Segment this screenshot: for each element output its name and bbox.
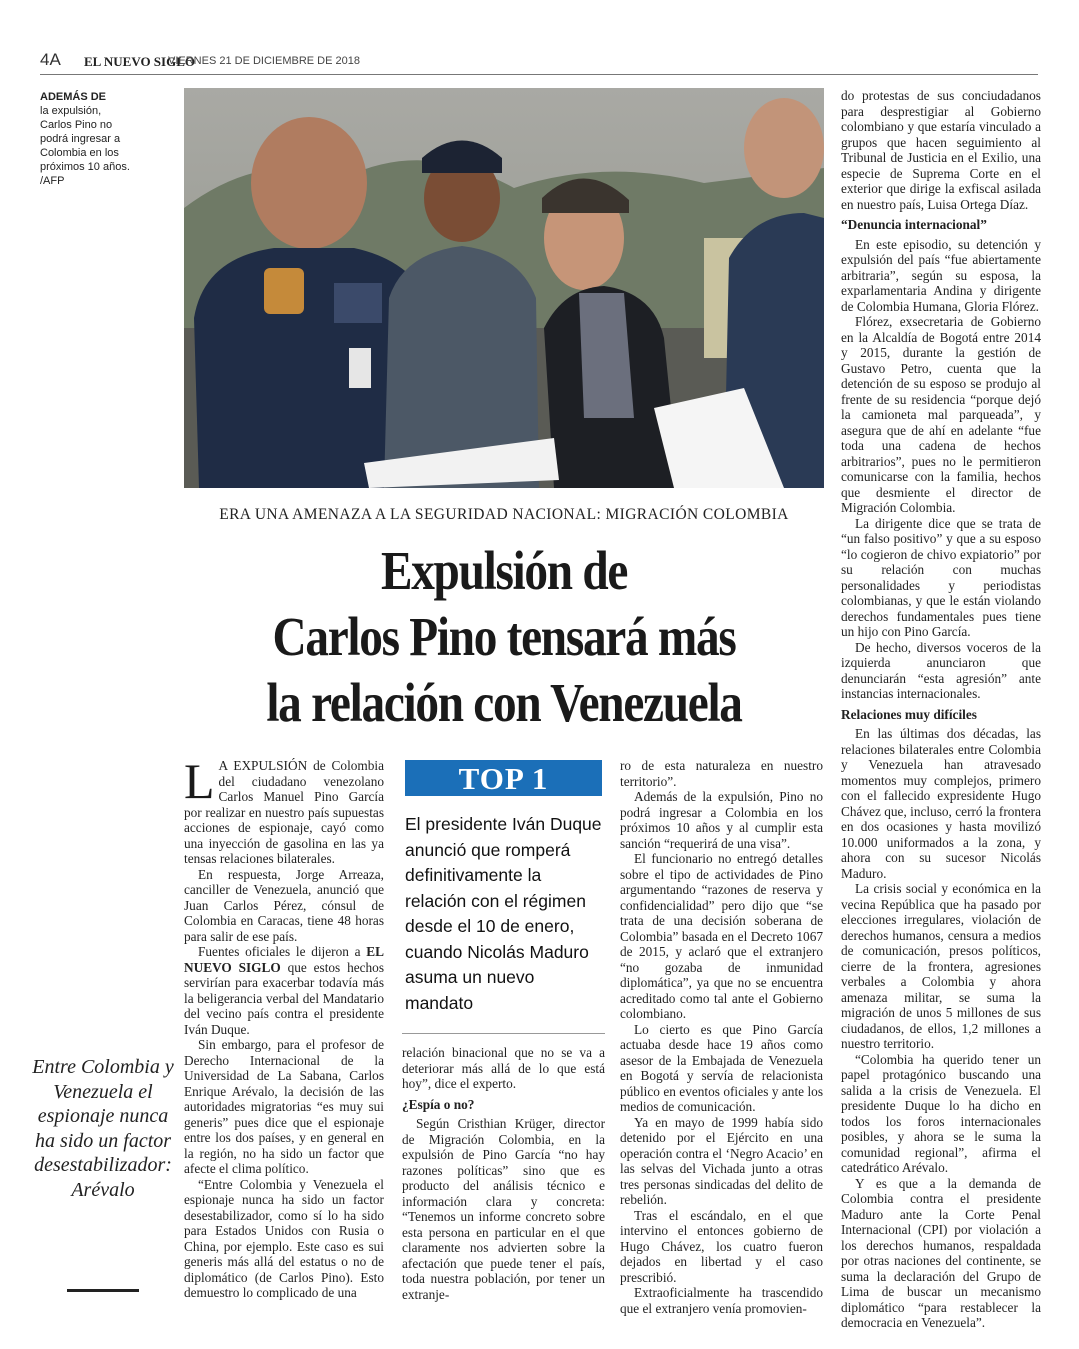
body-paragraph: Ya en mayo de 1999 había sido detenido por el Ejército en una operación contra el ‘Negro Acacio’ en las selvas del Vichada junto a otras tres personas sindicadas del delito de rebelión. (620, 1114, 823, 1207)
section-heading: Relaciones muy difíciles (841, 706, 977, 722)
paragraph-text: A EXPULSIÓN de Colombia del ciudadano venezolano Carlos Manuel Pino García por realizar en nuestro país supuestas acciones de espionaje, cayó como una inyección de gasolina en las ya tensas relaciones bilaterales. (184, 758, 384, 866)
news-photo (184, 88, 824, 488)
header-divider (40, 74, 1038, 75)
dateline: VIERNES 21 DE DICIEMBRE DE 2018 (168, 55, 360, 67)
article-column-1 (184, 753, 384, 1300)
article-column-2 (402, 1045, 605, 1302)
article-column-3 (620, 758, 823, 1316)
photo-caption (40, 90, 135, 188)
paragraph-text: Fuentes oficiales le dijeron a (198, 944, 367, 959)
headline-line-2: Carlos Pino tensará más (272, 606, 736, 667)
article-headline (229, 538, 779, 736)
body-paragraph: “Colombia ha querido tener un papel protagónico buscando una salida a la crisis de Venezuela. El presidente Duque lo ha dicho en todos los foros internacionales posibles, y ahora se le suma la comunidad regional”, afirma el catedrático Arévalo. (841, 1051, 1041, 1175)
paragraph-text: que estos hechos servirían para exacerbar todavía más la beligerancia verbal del Mandatario del vecino país contra el presidente Iván Duque. (184, 959, 384, 1037)
caption-lead: ADEMÁS DE (40, 91, 107, 103)
body-paragraph: “Entre Colombia y Venezuela el espionaje nunca ha sido un factor desestabilizador, como sí lo ha sido para Estados Unidos con Rusia o China, por ejemplo. Este caso es sui generis más allá del estatus o no de diplomático (de Carlos Pino). Esto demuestro lo complicado de una (184, 1176, 384, 1300)
section-heading: “Denuncia internacional” (841, 217, 987, 232)
body-paragraph: Flórez, exsecretaria de Gobierno en la Alcaldía de Bogotá entre 2014 y 2015, durante la gestión de Gustavo Petro, cuenta que la detención de su esposo se produjo al frente de su residencia “porque dejó la camioneta mal parqueada”, y asegura que de ahí en adelante “fue toda una cadena de hechos arbitrarios”, pues no le permitieron comunicarse con la familia, hechos que desmiente el director de Migración Colombia. (841, 314, 1041, 515)
body-paragraph: En este episodio, su detención y expulsión del país “fue abiertamente arbitraria”, según su esposa, la exparlamentaria Andina y dirigente de Colombia Humana, Gloria Flórez. (841, 236, 1041, 314)
body-paragraph (184, 944, 384, 1037)
body-paragraph: ro de esta naturaleza en nuestro territorio”. (620, 758, 823, 789)
body-paragraph: De hecho, diversos voceros de la izquierda anunciaron que denunciarán “esta agresión” ante instancias internacionales. (841, 639, 1041, 701)
article-kicker: ERA UNA AMENAZA A LA SEGURIDAD NACIONAL: MIGRACIÓN COLOMBIA (219, 506, 789, 523)
caption-text: la expulsión, Carlos Pino no podrá ingresar a Colombia en los próximos 10 años. /AFP (40, 105, 130, 187)
body-paragraph: relación binacional que no se va a deteriorar más allá de lo que está hoy”, dice el experto. (402, 1045, 605, 1091)
section-heading: ¿Espía o no? (402, 1096, 475, 1112)
body-paragraph: Sin embargo, para el profesor de Derecho Internacional de la Universidad de La Sabana, Carlos Enrique Arévalo, la decisión de las autoridades migratorias “es muy sui generis” pues dice que el espionaje entre los dos países, y en general en la región, no ha sido un factor que afecte el clima político. (184, 1037, 384, 1176)
body-paragraph: Además de la expulsión, Pino no podrá ingresar a Colombia en los próximos 10 años y al cumplir esta sanción “requerirá de una visa”. (620, 789, 823, 851)
body-paragraph: Tras el escándalo, en el que intervino el entonces gobierno de Hugo Chávez, los cuatro fueron dejados en libertad y el caso prescribió. (620, 1207, 823, 1285)
newspaper-mention: EL NUEVO SIGLO (184, 944, 384, 975)
headline-line-3: la relación con Venezuela (266, 672, 742, 733)
body-paragraph: En las últimas dos décadas, las relaciones bilaterales entre Colombia y Venezuela han atravesado momentos muy complejos, primero con el fallecido expresidente Hugo Chávez que, incluso, cerró la frontera en dos ocasiones y hasta movilizó 10.000 uniformados a la zona, y ahora con su sucesor Nicolás Maduro. (841, 726, 1041, 881)
top-box-text: El presidente Iván Duque anunció que romperá definitivamente la relación con el régimen desde el 10 de enero, cuando Nicolás Maduro asuma un nuevo mandato (405, 814, 602, 1013)
body-paragraph: do protestas de sus conciudadanos para desprestigiar al Gobierno colombiano y que estaría vinculado a grupos que hacen seguimiento al Tribunal de Justicia en el Exilio, una especie de Suprema Corte en el exterior que dirige la exfiscal asilada en nuestro país, Luisa Ortega Díaz. (841, 88, 1041, 212)
body-paragraph: El funcionario no entregó detalles sobre el tipo de actividades de Pino argumentando “razones de reserva y confidencialidad” pero dijo que “se trata de una decisión soberana de Colombia” basada en el Decreto 1067 de 2015, y aclaró que el extranjero “no gozaba de inmunidad diplomática”, ya que no se encuentra acreditado como tal ante el Gobierno colombiano. (620, 851, 823, 1021)
body-paragraph: En respuesta, Jorge Arreaza, canciller de Venezuela, anunció que Juan Carlos Pérez, cónsul de Colombia en Caracas, tiene 48 horas para salir de ese país. (184, 866, 384, 944)
body-paragraph: Según Cristhian Krüger, director de Migración Colombia, en la expulsión de Pino García “no hay razones políticas” sino que es producto del análisis técnico e información clara y concreta: “Tenemos un informe concreto sobre esta persona en particular en el que claramente nos advierten sobre la afectación que puede tener el país, toda nuestra población, por tener un extranje- (402, 1116, 605, 1302)
top-box-label: TOP 1 (405, 760, 602, 796)
top-box-divider (402, 1033, 605, 1034)
article-column-4 (841, 88, 1041, 1330)
body-paragraph: La crisis social y económica en la vecina República que ha pasado por elecciones irregulares, violación de derechos humanos, censura a medios de comunicación, presos políticos, cierre de la frontera, agresiones verbales a Colombia y ahora amenaza militar, se suma la migración de unos 5 millones de sus ciudadanos, de ellos, 1,2 millones a nuestro territorio. (841, 881, 1041, 1051)
body-paragraph (184, 753, 384, 867)
headline-line-1: Expulsión de (380, 540, 628, 601)
newspaper-name: EL NUEVO SIGLO (84, 54, 195, 69)
pull-quote-rule (67, 1289, 139, 1292)
body-paragraph: Lo cierto es que Pino García actuaba desde hace 19 años como asesor de la Embajada de Venezuela en Bogotá y servía de relacionista público en eventos oficiales y ante los medios de comunicación. (620, 1021, 823, 1114)
body-paragraph: Extraoficialmente ha trascendido que el extranjero venía promovien- (620, 1285, 823, 1316)
pull-quote: Entre Colombia y Venezuela el espionaje nunca ha sido un factor desestabilizador: Arévalo (32, 1056, 174, 1201)
drop-cap: L (184, 753, 215, 809)
body-paragraph: Y es que a la demanda de Colombia contra el presidente Maduro ante la Corte Penal Internacional (CPI) por violación a los derechos humanos, respaldada por otras naciones del continente, se suma la declaración del Grupo de Lima de buscar un mecanismo diplomático “para restablecer la democracia en Venezuela”. (841, 1175, 1041, 1330)
news-photo-illustration (184, 88, 824, 488)
page-folio: 4A (40, 50, 61, 69)
body-paragraph: La dirigente dice que se trata de “un falso positivo” y que a su esposo “lo cogieron de chivo expiatorio” por su relación con muchas personalidades y periodistas colombianas, y que le están violando derechos fundamentales pues tiene un hijo con Pino García. (841, 515, 1041, 639)
